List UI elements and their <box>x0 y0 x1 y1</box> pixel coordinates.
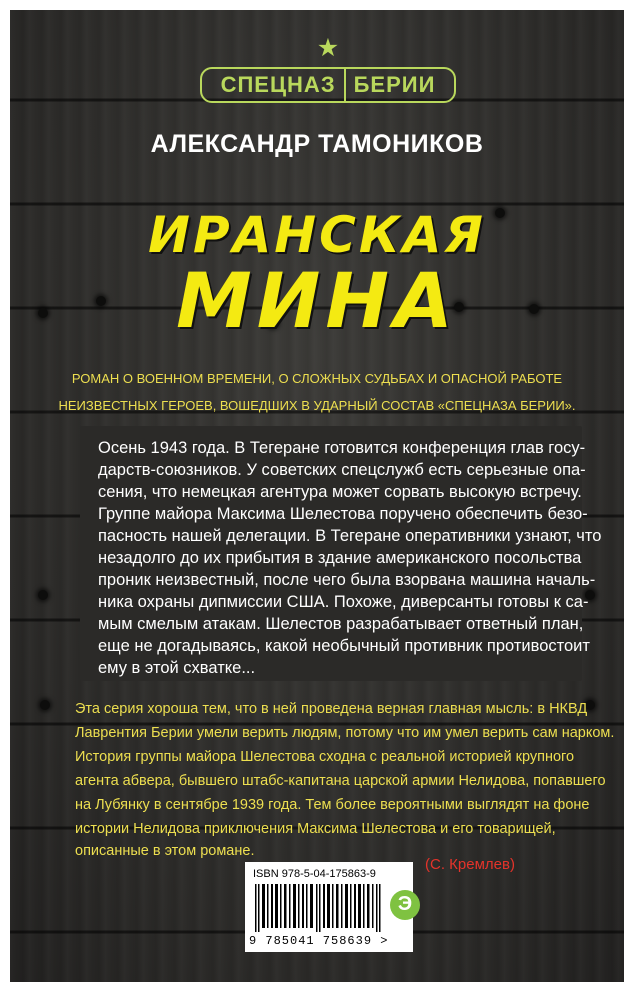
series-label-part2: БЕРИИ <box>353 72 436 97</box>
annotation-line: РОМАН О ВОЕННОМ ВРЕМЕНИ, О СЛОЖНЫХ СУДЬБАХ И ОПАСНОЙ РАБОТЕ <box>71 371 563 386</box>
description-line: Осень 1943 года. В Тегеране готовится конференция глав госу- <box>98 439 586 457</box>
description-line: пасность нашей делегации. В Тегеране оперативники узнают, что <box>98 527 602 545</box>
quote-line: на Лубянку в сентябре 1939 года. Тем более вероятными выглядят на фоне <box>75 797 590 813</box>
quote-line: История группы майора Шелестова сходна с реальной историей крупного <box>75 749 575 765</box>
quote-line: Лаврентия Берии умели верить людям, потому что им умел верить сам нарком. <box>75 725 615 741</box>
isbn-label: ISBN 978-5-04-175863-9 <box>253 868 376 880</box>
book-title-line2: МИНА <box>176 256 458 345</box>
description-line: проник неизвестный, после чего была взорвана машина началь- <box>98 571 596 589</box>
book-back-cover <box>10 10 624 982</box>
barcode-bars <box>253 884 403 932</box>
series-label-part1: СПЕЦНАЗ <box>220 72 336 97</box>
quote-line: агента абвера, бывшего штабс-капитана царской армии Нелидова, попавшего <box>75 773 606 789</box>
description-line: ему в этой схватке... <box>98 659 256 677</box>
quote-author: (С. Кремлев) <box>425 856 515 873</box>
quote-line: Эта серия хороша тем, что в ней проведена верная главная мысль: в НКВД <box>75 701 588 717</box>
annotation-line: НЕИЗВЕСТНЫХ ГЕРОЕВ, ВОШЕДШИХ В УДАРНЫЙ СОСТАВ «СПЕЦНАЗА БЕРИИ». <box>58 398 576 413</box>
description-line: Группе майора Максима Шелестова поручено обеспечить безо- <box>98 505 588 523</box>
barcode-digits: 9 785041 758639 > <box>249 934 389 948</box>
quote-line: описанные в этом романе. <box>75 843 255 859</box>
description-line: сения, что немецкая агентура может сорвать высокую встречу. <box>98 483 582 501</box>
description-line: незадолго до их прибытия в здание американского посольства <box>98 549 582 567</box>
book-title-line1: ИРАНСКАЯ <box>148 206 486 264</box>
star-icon: ★ <box>316 34 340 62</box>
description-line: дарств-союзников. У советских спецслужб есть серьезные опа- <box>98 461 586 479</box>
publisher-logo-icon: Э <box>390 890 420 920</box>
barcode <box>245 862 413 952</box>
nail-head <box>40 700 50 710</box>
description-line: ника охраны дипмиссии США. Похоже, диверсанты готовы к са- <box>98 593 589 611</box>
description-line: мым смелым атакам. Шелестов разрабатывает ответный план, <box>98 615 584 633</box>
series-badge <box>200 67 456 103</box>
description-box <box>80 426 602 681</box>
nail-head <box>38 590 48 600</box>
description-line: еще не догадываясь, какой необычный противник противостоит <box>98 637 590 655</box>
series-divider <box>344 67 346 103</box>
quote-line: истории Нелидова приключения Максима Шелестова и его товарищей, <box>75 821 556 837</box>
author-name: АЛЕКСАНДР ТАМОНИКОВ <box>150 130 484 158</box>
